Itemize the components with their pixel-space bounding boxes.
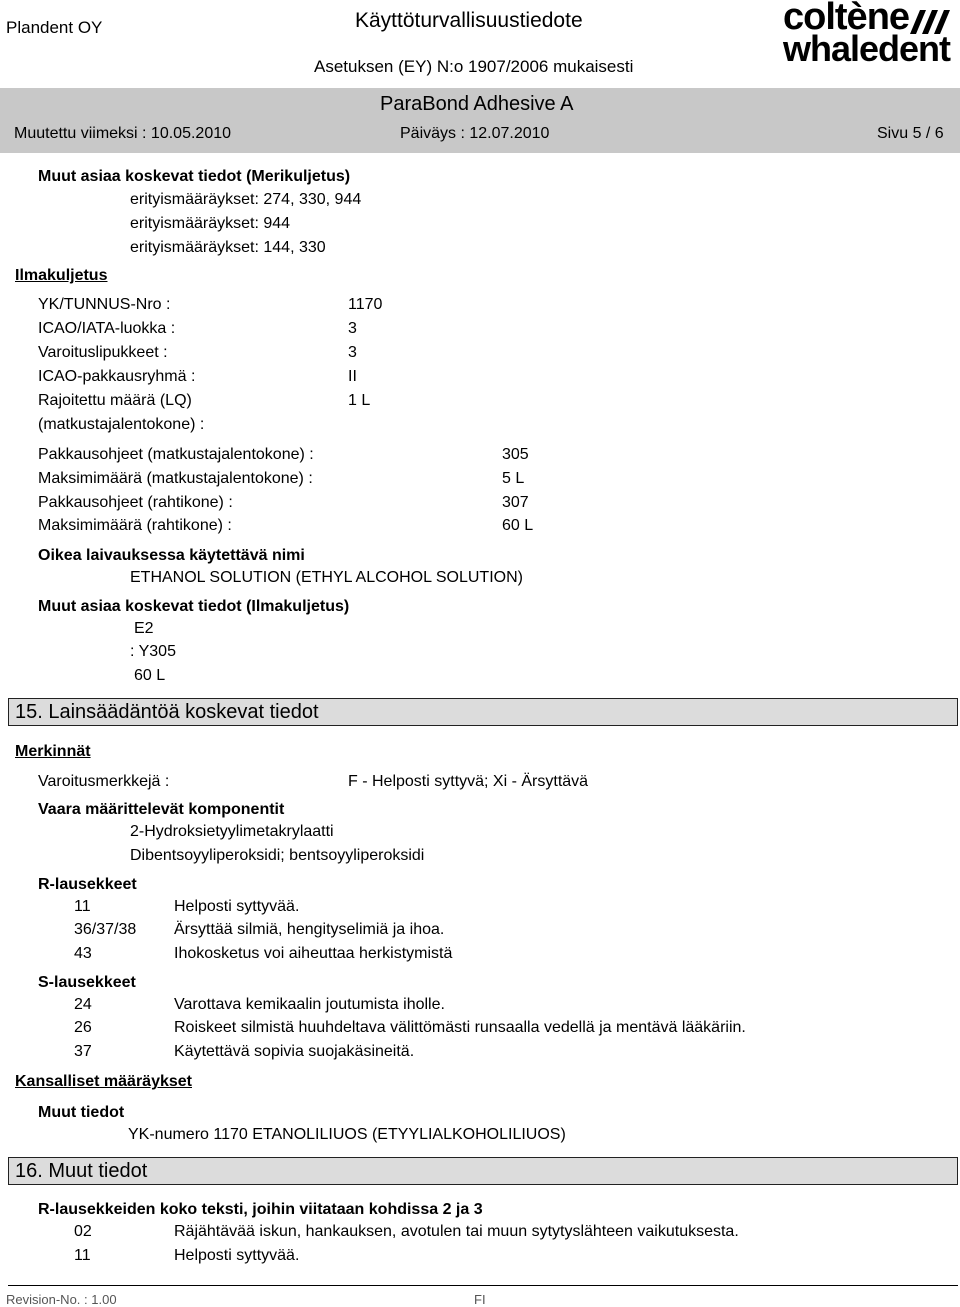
section-15-title: 15. Lainsäädäntöä koskevat tiedot <box>15 701 319 723</box>
r-phrase-code: 36/37/38 <box>74 921 137 938</box>
air-row-label: Rajoitettu määrä (LQ) <box>38 392 192 409</box>
document-title: Käyttöturvallisuustiedote <box>355 9 583 32</box>
pack-row-value: 307 <box>502 494 529 511</box>
air-other-line: E2 <box>134 620 154 637</box>
section-16-header <box>8 1157 958 1185</box>
air-row-value: 1170 <box>348 296 383 313</box>
pack-row-label: Maksimimäärä (rahtikone) : <box>38 517 232 534</box>
sea-other-title: Muut asiaa koskevat tiedot (Merikuljetus) <box>38 168 351 185</box>
logo-coltene: coltène <box>783 0 910 38</box>
page-number: Sivu 5 / 6 <box>877 125 944 142</box>
air-row-value: II <box>348 368 357 385</box>
sea-line: erityismääräykset: 274, 330, 944 <box>130 191 362 208</box>
air-other-title: Muut asiaa koskevat tiedot (Ilmakuljetus) <box>38 598 350 615</box>
s-phrases-title: S-lausekkeet <box>38 974 136 991</box>
shipping-name-title: Oikea laivauksessa käytettävä nimi <box>38 547 305 564</box>
air-transport-title: Ilmakuljetus <box>15 267 108 284</box>
air-row-value: 3 <box>348 344 357 361</box>
r-phrases-title: R-lausekkeet <box>38 876 137 893</box>
r-full-text: Helposti syttyvää. <box>174 1247 300 1264</box>
s-phrase-code: 37 <box>74 1043 92 1060</box>
air-row-label: Varoituslipukkeet : <box>38 344 168 361</box>
pack-row-label: Pakkausohjeet (rahtikone) : <box>38 494 233 511</box>
r-phrase-text: Helposti syttyvää. <box>174 898 300 915</box>
air-other-line: : Y305 <box>130 643 176 660</box>
r-full-text-title: R-lausekkeiden koko teksti, joihin viitataan kohdissa 2 ja 3 <box>38 1201 483 1218</box>
hazard-components-title: Vaara määrittelevät komponentit <box>38 801 285 818</box>
labelling-title: Merkinnät <box>15 743 91 760</box>
sea-line: erityismääräykset: 144, 330 <box>130 239 326 256</box>
air-row-value: 3 <box>348 320 357 337</box>
section-16-title: 16. Muut tiedot <box>15 1160 148 1182</box>
s-phrase-text: Roiskeet silmistä huuhdeltava välittömästi runsaalla vedellä ja mentävä lääkäriin. <box>174 1019 746 1036</box>
other-info-value: YK-numero 1170 ETANOLILIUOS (ETYYLIALKOHOLILIUOS) <box>128 1126 566 1143</box>
revision-number: Revision-No. : 1.00 <box>6 1292 117 1307</box>
s-phrase-code: 26 <box>74 1019 92 1036</box>
company-name: Plandent OY <box>6 18 103 37</box>
hazard-component: 2-Hydroksietyylimetakrylaatti <box>130 823 334 840</box>
air-row-label: YK/TUNNUS-Nro : <box>38 296 171 313</box>
r-phrase-code: 43 <box>74 945 92 962</box>
r-full-code: 02 <box>74 1223 92 1240</box>
regulation-line: Asetuksen (EY) N:o 1907/2006 mukaisesti <box>314 57 634 76</box>
product-name: ParaBond Adhesive A <box>380 93 574 115</box>
pack-row-value: 305 <box>502 446 529 463</box>
pack-row-value: 60 L <box>502 517 534 534</box>
air-row-label: ICAO-pakkausryhmä : <box>38 368 196 385</box>
pack-row-label: Pakkausohjeet (matkustajalentokone) : <box>38 446 314 463</box>
hazard-component: Dibentsoyyliperoksidi; bentsoyyliperoksidi <box>130 847 425 864</box>
pack-row-value: 5 L <box>502 470 525 487</box>
print-date: Päiväys : 12.07.2010 <box>400 125 550 142</box>
pack-row-label: Maksimimäärä (matkustajalentokone) : <box>38 470 313 487</box>
air-other-line: 60 L <box>134 667 166 684</box>
r-full-code: 11 <box>74 1247 91 1264</box>
footer-divider <box>8 1285 958 1286</box>
r-phrase-text: Ihokosketus voi aiheuttaa herkistymistä <box>174 945 453 962</box>
sea-line: erityismääräykset: 944 <box>130 215 291 232</box>
logo-whaledent: whaledent <box>783 28 951 69</box>
hazard-symbols-value: F - Helposti syttyvä; Xi - Ärsyttävä <box>348 773 589 790</box>
r-full-text: Räjähtävää iskun, hankauksen, avotulen tai muun sytytyslähteen vaikutuksesta. <box>174 1223 739 1240</box>
other-info-title: Muut tiedot <box>38 1104 125 1121</box>
modified-date: Muutettu viimeksi : 10.05.2010 <box>14 125 232 142</box>
s-phrase-text: Varottava kemikaalin joutumista iholle. <box>174 996 445 1013</box>
r-phrase-text: Ärsyttää silmiä, hengityselimiä ja ihoa. <box>174 921 445 938</box>
r-phrase-code: 11 <box>74 898 91 915</box>
national-regulations-title: Kansalliset määräykset <box>15 1073 192 1090</box>
s-phrase-code: 24 <box>74 996 92 1013</box>
air-row-value: 1 L <box>348 392 371 409</box>
language-code: FI <box>474 1292 486 1307</box>
shipping-name: ETHANOL SOLUTION (ETHYL ALCOHOL SOLUTION) <box>130 569 523 586</box>
air-lq-continuation: (matkustajalentokone) : <box>38 416 205 433</box>
air-row-label: ICAO/IATA-luokka : <box>38 320 176 337</box>
s-phrase-text: Käytettävä sopivia suojakäsineitä. <box>174 1043 415 1060</box>
hazard-symbols-label: Varoitusmerkkejä : <box>38 773 170 790</box>
